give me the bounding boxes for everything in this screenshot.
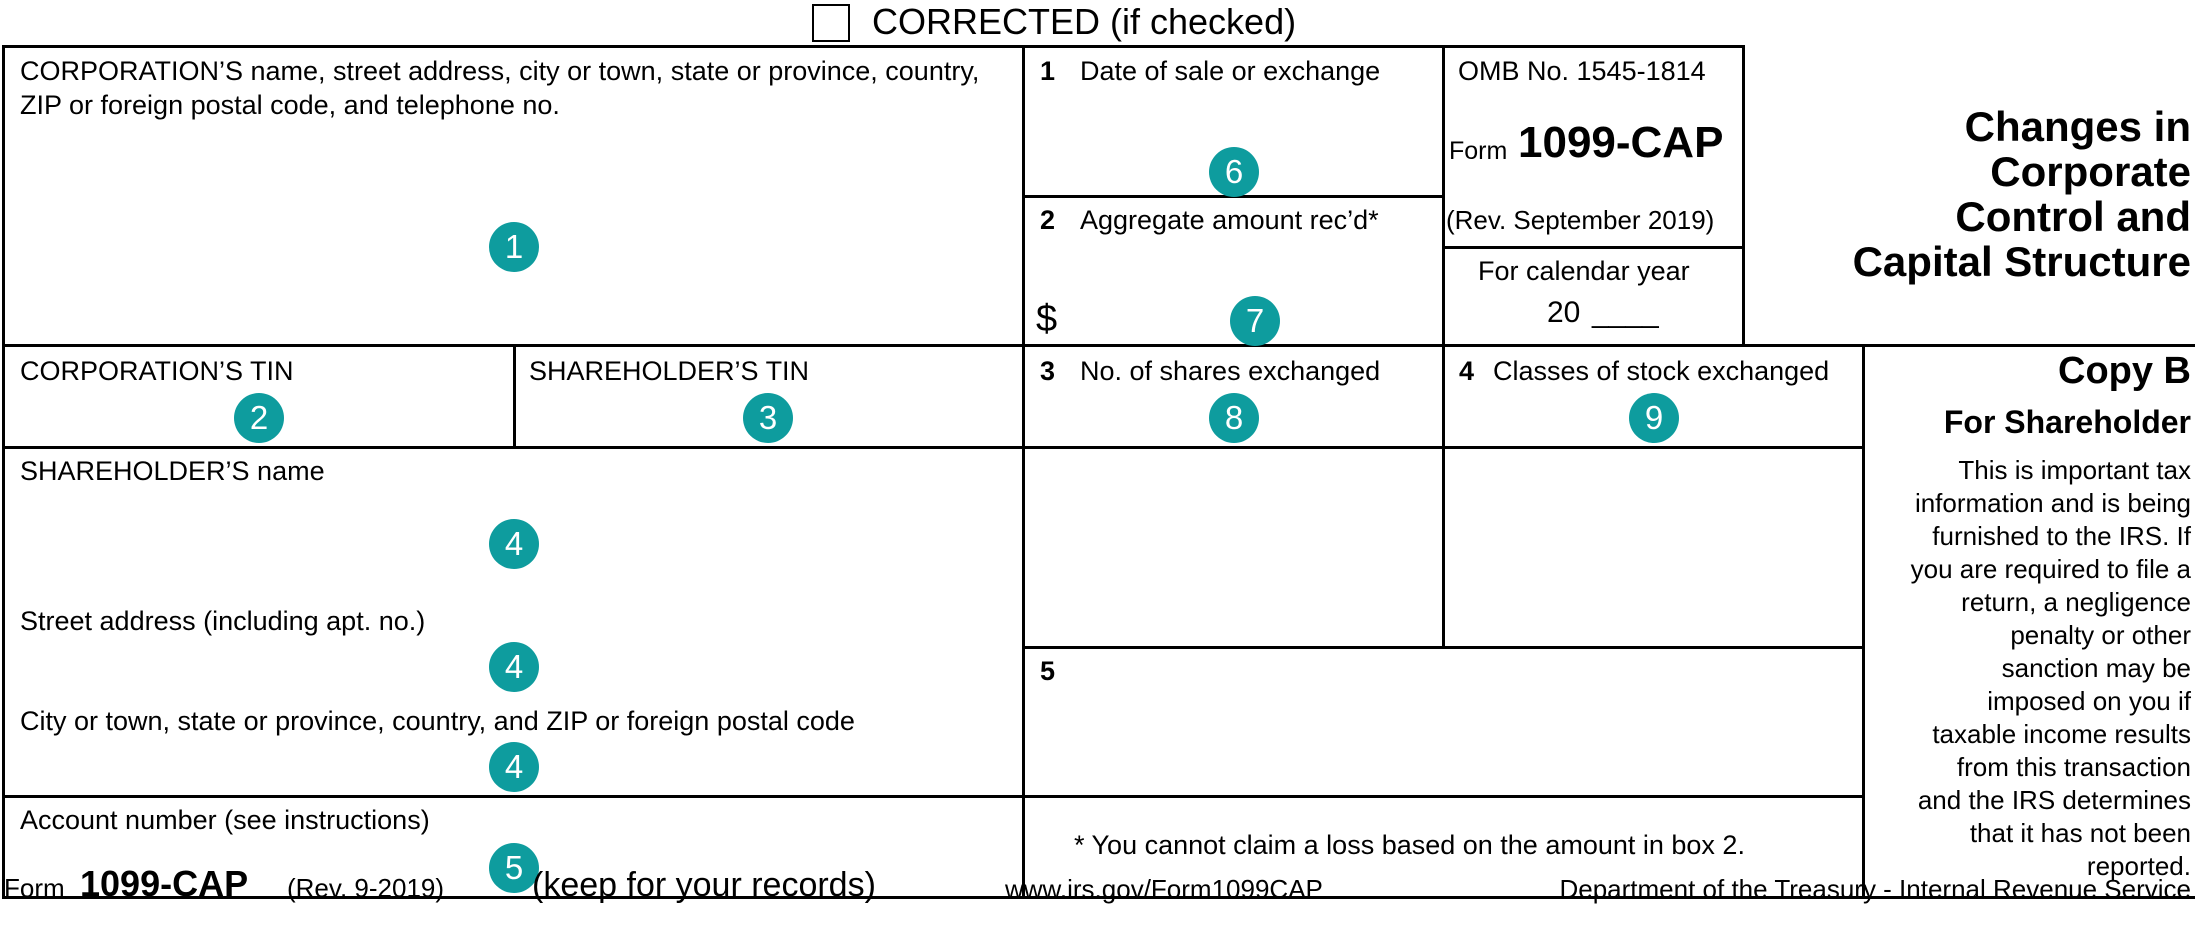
box3-label: No. of shares exchanged (1080, 356, 1381, 386)
city-label: City or town, state or province, country, and ZIP or foreign postal code (20, 706, 855, 736)
notice-line: information and is being (1914, 488, 2191, 518)
callout-badge-street: 4 (489, 642, 539, 692)
callout-badge-shareholder-name: 4 (489, 519, 539, 569)
street-address-label: Street address (including apt. no.) (20, 606, 426, 636)
box3-number: 3 (1040, 356, 1056, 386)
notice-line: reported. (2086, 851, 2191, 881)
box2-label: Aggregate amount rec’d* (1080, 205, 1379, 235)
box1-label: Date of sale or exchange (1080, 56, 1381, 86)
shareholder-notice (1911, 454, 2191, 883)
calendar-year-label: For calendar year (1478, 256, 1690, 286)
notice-line: penalty or other (2010, 620, 2191, 650)
notice-line: return, a negligence (1961, 587, 2191, 617)
callout-badge-city: 4 (489, 742, 539, 792)
dollar-sign: $ (1036, 298, 1058, 340)
corp-info-label: CORPORATION’S name, street address, city or town, state or province, country, ZIP or foreign postal code, and telephone no. (20, 56, 980, 120)
form-number: 1099-CAP (1518, 118, 1724, 167)
footnote: * You cannot claim a loss based on the amount in box 2. (1074, 830, 1745, 860)
notice-line: sanction may be (2001, 653, 2191, 683)
box3-shares-field[interactable] (1025, 347, 1442, 646)
callout-badge-classes: 9 (1629, 393, 1679, 443)
footer-department: Department of the Treasury - Internal Revenue Service (1559, 874, 2191, 904)
box1-number: 1 (1040, 56, 1056, 86)
notice-line: taxable income results (1932, 719, 2191, 749)
calendar-year-prefix: 20 (1547, 296, 1581, 329)
box4-number: 4 (1459, 356, 1475, 386)
omb-number: OMB No. 1545-1814 (1458, 56, 1706, 86)
footer-url: www.irs.gov/Form1099CAP (1005, 874, 1323, 904)
footer-form-prefix: Form (4, 873, 65, 903)
form-prefix: Form (1449, 137, 1508, 165)
notice-line: This is important tax (1958, 455, 2191, 485)
box4-label: Classes of stock exchanged (1493, 356, 1830, 386)
notice-line: imposed on you if (1987, 686, 2191, 716)
corrected-label: CORRECTED (if checked) (872, 1, 1297, 42)
col-line-omb (1742, 45, 1745, 347)
box4-classes-field[interactable] (1445, 347, 1862, 646)
notice-line: you are required to file a (1910, 554, 2191, 584)
shareholder-tin-label: SHAREHOLDER’S TIN (529, 356, 810, 386)
notice-line: furnished to the IRS. If (1932, 521, 2191, 551)
callout-badge-aggregate: 7 (1230, 296, 1280, 346)
box5-field[interactable] (1025, 649, 1862, 795)
notice-line: that it has not been (1969, 818, 2191, 848)
row-line-calendar (1443, 246, 1744, 249)
callout-badge-shareholder-tin: 3 (743, 393, 793, 443)
title-line: Changes in (1964, 103, 2191, 150)
form-title (1853, 104, 2191, 284)
copy-label: Copy B (2058, 350, 2191, 392)
title-line: Corporate (1990, 148, 2191, 195)
footer-revision: (Rev. 9-2019) (287, 873, 445, 903)
form-revision: (Rev. September 2019) (1446, 205, 1715, 235)
title-line: Control and (1955, 193, 2191, 240)
box5-number: 5 (1040, 656, 1056, 686)
callout-badge-date-of-sale: 6 (1209, 147, 1259, 197)
shareholder-name-label: SHAREHOLDER’S name (20, 456, 325, 486)
footer-keep-records: (keep for your records) (532, 866, 876, 904)
corp-tin-label: CORPORATION’S TIN (20, 356, 294, 386)
footer-form-number: 1099-CAP (80, 863, 249, 904)
callout-badge-shares: 8 (1209, 393, 1259, 443)
callout-badge-corp-info: 1 (489, 222, 539, 272)
notice-line: from this transaction (1956, 752, 2191, 782)
title-line: Capital Structure (1852, 238, 2191, 285)
col-line-copy (1862, 344, 1865, 899)
corrected-checkbox[interactable] (812, 4, 850, 42)
notice-line: and the IRS determines (1917, 785, 2191, 815)
account-number-label: Account number (see instructions) (20, 805, 430, 835)
callout-badge-corp-tin: 2 (234, 393, 284, 443)
box2-number: 2 (1040, 205, 1056, 235)
calendar-year-blank: ____ (1592, 296, 1659, 329)
copy-for: For Shareholder (1943, 404, 2191, 440)
callout-badge-account: 5 (489, 843, 539, 893)
